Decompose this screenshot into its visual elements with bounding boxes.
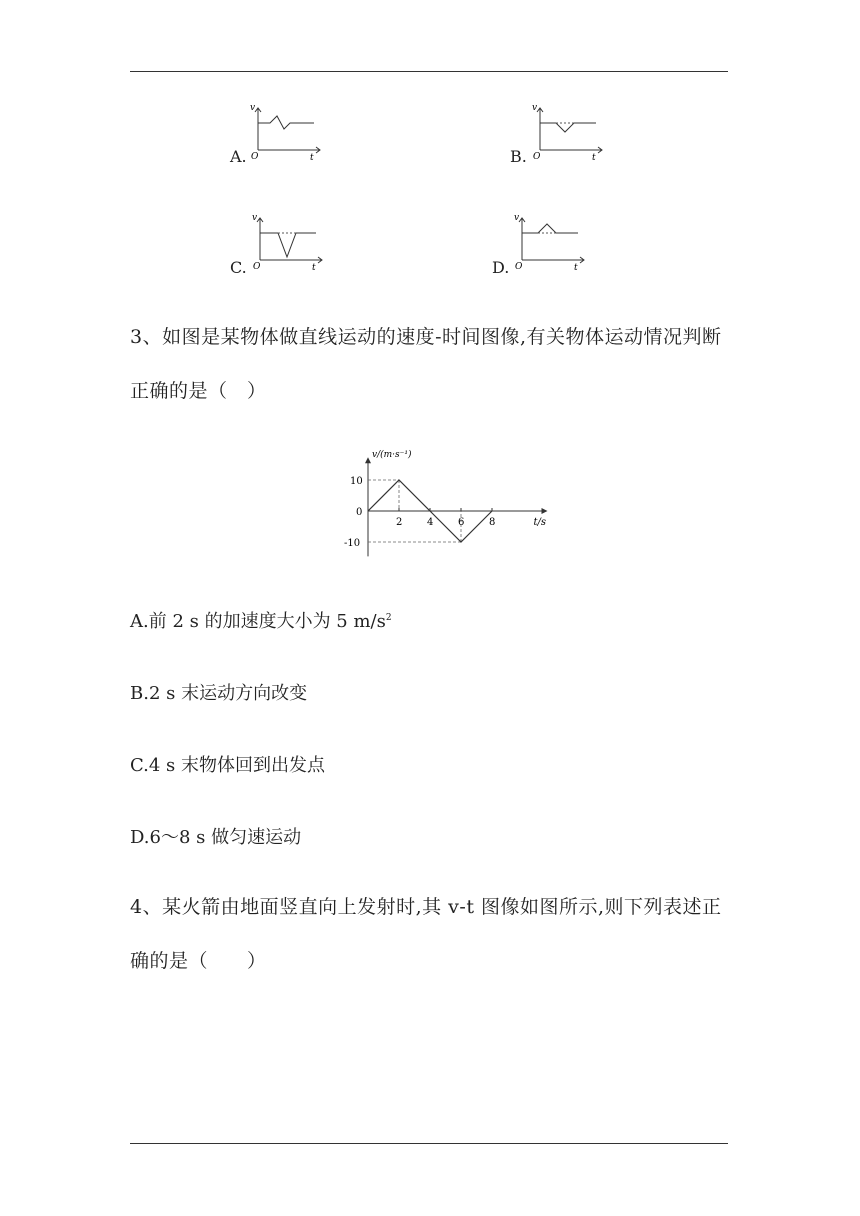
origin-label: O	[533, 152, 541, 162]
axis-v-label: v	[532, 103, 538, 113]
axis-v-label: v	[250, 103, 256, 113]
option-b-label: B.	[510, 147, 527, 166]
option-d-label: D.	[492, 258, 510, 277]
y-tick-label: 10	[350, 476, 363, 487]
header-rule	[130, 71, 728, 72]
option-c-label: C.	[230, 258, 247, 277]
axis-v-label: v	[514, 213, 520, 223]
y-axis-label: v/(m·s⁻¹)	[372, 450, 412, 461]
option-d-graph	[512, 210, 592, 272]
axis-t-label: t	[312, 263, 316, 273]
x-tick-label: 6	[458, 517, 465, 528]
option-d-text: D.6～8 s 做匀速运动	[130, 827, 302, 848]
x-axis-arrow	[542, 508, 548, 514]
axis-t-label: t	[310, 153, 314, 163]
option-b-text: B.2 s 末运动方向改变	[130, 683, 308, 704]
option-a-graph	[248, 100, 328, 162]
axis-t-label: t	[592, 153, 596, 163]
axis-v-label: v	[252, 213, 258, 223]
question-3-stem: 3、如图是某物体做直线运动的速度-时间图像,有关物体运动情况判断正确的是（ ）	[130, 326, 722, 402]
option-a-label: A.	[230, 147, 247, 166]
y-tick-label: 0	[356, 507, 363, 518]
x-axis-label: t/s	[533, 517, 547, 528]
velocity-time-chart	[330, 440, 547, 565]
origin-label: O	[515, 262, 523, 272]
y-axis-arrow	[365, 457, 371, 463]
origin-label: O	[251, 152, 259, 162]
x-tick-label: 8	[489, 517, 496, 528]
y-tick-label: -10	[344, 538, 361, 549]
option-c-graph	[250, 210, 330, 272]
x-tick-label: 4	[427, 517, 434, 528]
question-4-stem: 4、某火箭由地面竖直向上发射时,其 v-t 图像如图所示,则下列表述正确的是（ ）	[130, 896, 722, 972]
origin-label: O	[253, 262, 261, 272]
option-a-text: A.前 2 s 的加速度大小为 5 $m/s^2$	[130, 611, 392, 632]
option-c-text: C.4 s 末物体回到出发点	[130, 755, 325, 776]
x-tick-label: 2	[396, 517, 403, 528]
axis-t-label: t	[574, 263, 578, 273]
option-b-graph	[530, 100, 610, 162]
footer-rule	[130, 1143, 728, 1144]
